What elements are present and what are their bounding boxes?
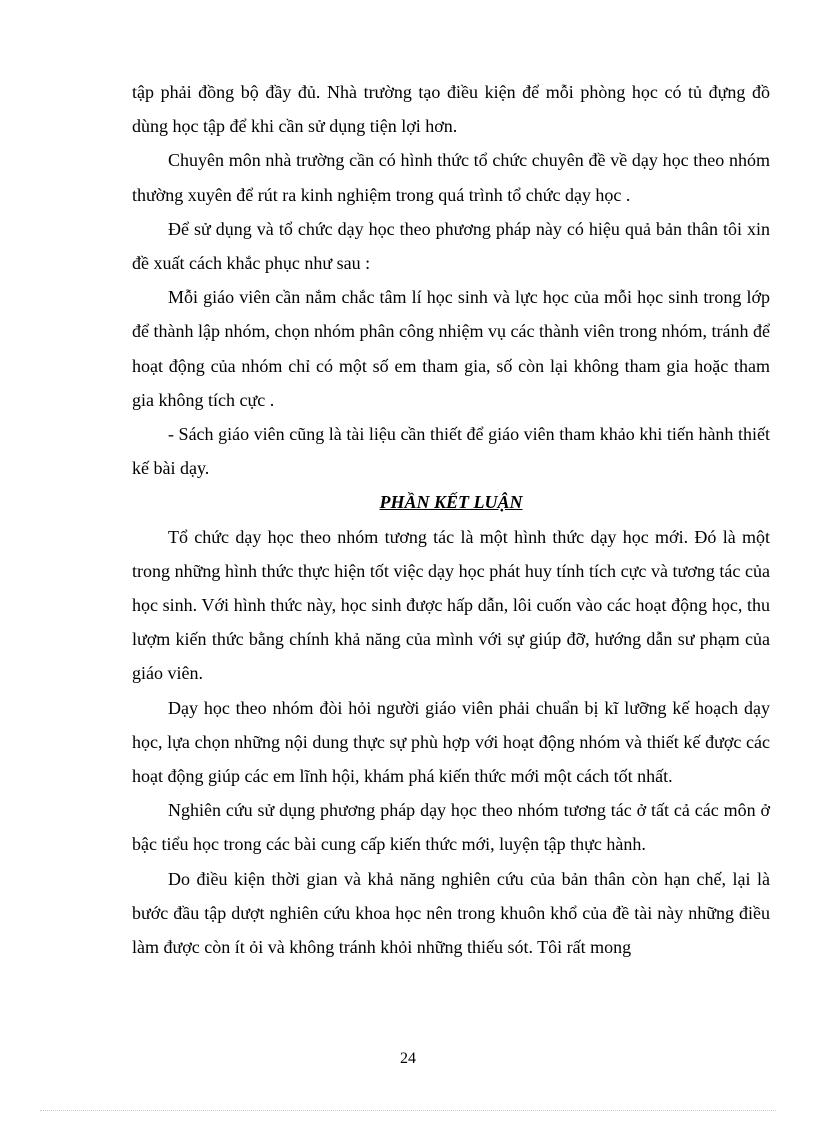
paragraph-conclusion-3: Nghiên cứu sử dụng phương pháp dạy học theo nhóm tương tác ở tất cả các môn ở bậc tiểu học trong các bài cung cấp kiến thức mới, luyện tập thực hành. xyxy=(132,800,770,855)
paragraph-professional-topics: Chuyên môn nhà trường cần có hình thức tổ chức chuyên đề về dạy học theo nhóm thường xuyên để rút ra kinh nghiệm trong quá trình tổ chức dạy học . xyxy=(132,150,770,205)
paragraph-conclusion-4: Do điều kiện thời gian và khả năng nghiên cứu của bản thân còn hạn chế, lại là bước đầu tập dượt nghiên cứu khoa học nên trong khuôn khổ của đề tài này những điều làm được còn ít ỏi và không tránh khỏi những thiếu sót. Tôi rất mong xyxy=(132,868,770,958)
page-number: 24 xyxy=(400,1050,416,1067)
paragraph-teacher-grouping: Mỗi giáo viên cần nắm chắc tâm lí học sinh và lực học của mỗi học sinh trong lớp để thành lập nhóm, chọn nhóm phân công nhiệm vụ các thành viên trong nhóm, tránh để hoạt động của nhóm chỉ có một số em tham gia, số còn lại không tham gia hoặc tham gia không tích cực . xyxy=(132,287,770,410)
document-body xyxy=(132,75,770,964)
paragraph-conclusion-1: Tổ chức dạy học theo nhóm tương tác là một hình thức dạy học mới. Đó là một trong những hình thức thực hiện tốt việc dạy học phát huy tính tích cực và tương tác của học sinh. Với hình thức này, học sinh được hấp dẫn, lôi cuốn vào các hoạt động học, thu lượm kiến thức bằng chính khả năng của mình với sự giúp đỡ, hướng dẫn sư phạm của giáo viên. xyxy=(132,526,770,684)
paragraph-conclusion-2: Dạy học theo nhóm đòi hỏi người giáo viên phải chuẩn bị kĩ lưỡng kế hoạch dạy học, lựa chọn những nội dung thực sự phù hợp với hoạt động nhóm và thiết kế được các hoạt động giúp các em lĩnh hội, khám phá kiến thức mới một cách tốt nhất. xyxy=(132,697,770,787)
paragraph-teacher-book: - Sách giáo viên cũng là tài liệu cần thiết để giáo viên tham khảo khi tiến hành thiết kế bài dạy. xyxy=(132,424,770,479)
section-heading-conclusion: PHẦN KẾT LUẬN xyxy=(379,492,523,513)
paragraph-proposal-intro: Để sử dụng và tổ chức dạy học theo phương pháp này có hiệu quả bản thân tôi xin đề xuất cách khắc phục như sau : xyxy=(132,218,770,274)
paragraph-continuation: tập phải đồng bộ đầy đủ. Nhà trường tạo điều kiện để mỗi phòng học có tủ đựng đồ dùng học tập để khi cần sử dụng tiện lợi hơn. xyxy=(132,82,770,137)
page-bottom-border xyxy=(40,1110,776,1111)
